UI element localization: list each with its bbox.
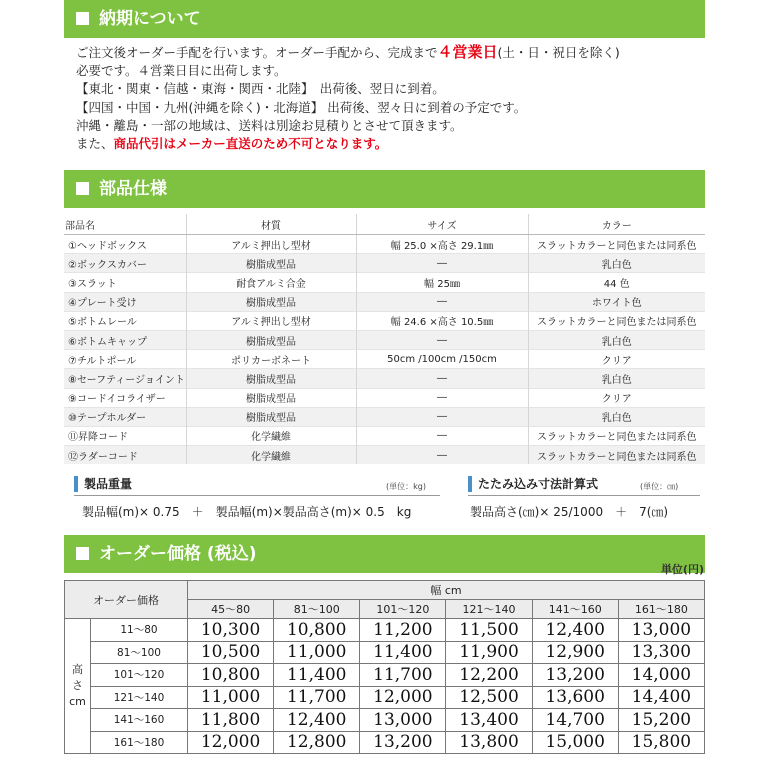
price-cell: 10,300	[188, 619, 274, 642]
price-cell: 11,700	[274, 686, 360, 709]
price-cell: 11,400	[360, 641, 446, 664]
square-bullet-icon	[76, 182, 89, 195]
part-material: ポリカーボネート	[186, 350, 356, 369]
price-corner-label: オーダー価格	[65, 581, 188, 619]
price-cell: 12,500	[446, 686, 532, 709]
parts-row	[64, 369, 705, 388]
price-cell: 12,000	[360, 686, 446, 709]
cod-not-available-notice: 商品代引はメーカー直送のため不可となります。	[113, 136, 388, 152]
height-range: 121～140	[91, 686, 188, 709]
delivery-line-1-text: ご注文後オーダー手配を行います。オーダー手配から、完成まで	[76, 45, 438, 60]
parts-row	[64, 426, 705, 445]
price-table	[64, 580, 705, 754]
part-name: ④プレート受け	[64, 292, 186, 311]
price-row	[65, 641, 705, 664]
part-material: 樹脂成型品	[186, 388, 356, 407]
price-cell: 12,400	[274, 709, 360, 732]
height-unit: cm	[69, 695, 86, 708]
part-color: スラットカラーと同色または同系色	[528, 446, 705, 465]
price-cell: 12,400	[532, 619, 618, 642]
parts-header-material: 材質	[186, 214, 356, 235]
width-range: 141～160	[532, 600, 618, 619]
price-row	[65, 709, 705, 732]
part-name: ⑪昇降コード	[64, 426, 186, 445]
parts-section-header	[64, 170, 705, 208]
part-name: ⑫ラダーコード	[64, 446, 186, 465]
parts-row	[64, 350, 705, 369]
price-cell: 10,500	[188, 641, 274, 664]
delivery-line-2: 必要です。４営業日目に出荷します。	[76, 63, 287, 79]
part-name: ②ボックスカバー	[64, 254, 186, 273]
width-range: 161～180	[618, 600, 704, 619]
part-name: ③スラット	[64, 273, 186, 292]
parts-header-row	[64, 214, 705, 235]
price-cell: 11,500	[446, 619, 532, 642]
weight-heading: 製品重量	[74, 476, 132, 492]
price-cell: 13,800	[446, 731, 532, 754]
part-size: ―	[356, 292, 528, 311]
price-cell: 11,900	[446, 641, 532, 664]
height-range: 101～120	[91, 664, 188, 687]
delivery-section-header	[64, 0, 705, 38]
height-label-char: さ	[72, 679, 83, 692]
part-color: クリア	[528, 350, 705, 369]
price-cell: 11,800	[188, 709, 274, 732]
part-name: ⑦チルトポール	[64, 350, 186, 369]
parts-row	[64, 446, 705, 465]
part-color: スラットカラーと同色または同系色	[528, 235, 705, 254]
price-cell: 11,400	[274, 664, 360, 687]
price-cell: 10,800	[188, 664, 274, 687]
price-cell: 11,000	[188, 686, 274, 709]
price-cell: 10,800	[274, 619, 360, 642]
price-cell: 13,200	[532, 664, 618, 687]
part-name: ①ヘッドボックス	[64, 235, 186, 254]
parts-row	[64, 407, 705, 426]
price-cell: 15,800	[618, 731, 704, 754]
square-bullet-icon	[76, 12, 89, 25]
part-color: スラットカラーと同色または同系色	[528, 426, 705, 445]
part-color: 乳白色	[528, 330, 705, 349]
part-size: ―	[356, 407, 528, 426]
price-cell: 12,800	[274, 731, 360, 754]
height-range: 141～160	[91, 709, 188, 732]
parts-header-size: サイズ	[356, 214, 528, 235]
part-size: 50cm /100cm /150cm	[356, 350, 528, 369]
square-bullet-icon	[76, 547, 89, 560]
price-cell: 13,200	[360, 731, 446, 754]
weight-divider	[74, 495, 440, 496]
delivery-line-5: 沖縄・離島・一部の地域は、送料は別途お見積りとさせて頂きます。	[76, 117, 463, 133]
parts-row	[64, 254, 705, 273]
part-material: 化学繊維	[186, 446, 356, 465]
delivery-info	[76, 43, 704, 153]
part-color: ホワイト色	[528, 292, 705, 311]
width-header: 幅 cm	[188, 581, 705, 600]
width-range: 81～100	[274, 600, 360, 619]
price-cell: 12,900	[532, 641, 618, 664]
price-cell: 14,700	[532, 709, 618, 732]
part-material: アルミ押出し型材	[186, 311, 356, 330]
delivery-line-6	[76, 135, 704, 153]
price-cell: 15,200	[618, 709, 704, 732]
delivery-line-1-suffix: (土・日・祝日を除く)	[497, 45, 620, 60]
height-range: 81～100	[91, 641, 188, 664]
part-color: 44 色	[528, 273, 705, 292]
delivery-line-3: 【東北・関東・信越・東海・関西・北陸】 出荷後、翌日に到着。	[76, 81, 445, 97]
price-title: オーダー価格 (税込)	[99, 544, 257, 564]
height-side-label	[65, 619, 91, 754]
parts-title: 部品仕様	[99, 179, 167, 199]
weight-unit: (単位：kg)	[386, 482, 426, 491]
price-cell: 12,200	[446, 664, 532, 687]
width-range: 45～80	[188, 600, 274, 619]
part-size: 幅 25㎜	[356, 273, 528, 292]
price-header-row-1	[65, 581, 705, 600]
delivery-line-4: 【四国・中国・九州(沖縄を除く)・北海道】 出荷後、翌々日に到着の予定です。	[76, 99, 527, 115]
price-cell: 15,000	[532, 731, 618, 754]
height-label-char: 高	[72, 663, 83, 676]
part-size: 幅 25.0 ×高さ 29.1㎜	[356, 235, 528, 254]
fold-divider	[468, 495, 700, 496]
fold-formula: 製品高さ(㎝)× 25/1000 ＋ 7(㎝)	[470, 505, 669, 519]
fold-heading: たたみ込み寸法計算式	[468, 476, 598, 492]
price-cell: 11,000	[274, 641, 360, 664]
part-size: ―	[356, 254, 528, 273]
part-material: 化学繊維	[186, 426, 356, 445]
price-cell: 13,400	[446, 709, 532, 732]
price-cell: 14,400	[618, 686, 704, 709]
part-size: ―	[356, 426, 528, 445]
part-size: ―	[356, 388, 528, 407]
parts-header-name: 部品名	[64, 214, 186, 235]
part-name: ⑤ボトムレール	[64, 311, 186, 330]
part-name: ⑧セーフティージョイント	[64, 369, 186, 388]
price-unit: 単位(円)	[660, 563, 704, 576]
parts-row	[64, 273, 705, 292]
height-range: 161～180	[91, 731, 188, 754]
price-cell: 11,700	[360, 664, 446, 687]
parts-header-color: カラー	[528, 214, 705, 235]
part-material: 耐食アルミ合金	[186, 273, 356, 292]
delivery-line-6-text: また、	[76, 136, 114, 152]
price-cell: 11,200	[360, 619, 446, 642]
part-size: ―	[356, 446, 528, 465]
weight-formula: 製品幅(m)× 0.75 ＋ 製品幅(m)×製品高さ(m)× 0.5 kg	[82, 505, 412, 519]
parts-row	[64, 388, 705, 407]
width-range: 121～140	[446, 600, 532, 619]
width-range: 101～120	[360, 600, 446, 619]
price-cell: 13,600	[532, 686, 618, 709]
price-cell: 13,300	[618, 641, 704, 664]
price-section-header	[64, 535, 705, 573]
part-size: ―	[356, 369, 528, 388]
part-name: ⑩テープホルダー	[64, 407, 186, 426]
part-color: 乳白色	[528, 369, 705, 388]
price-row	[65, 664, 705, 687]
parts-row	[64, 330, 705, 349]
part-material: 樹脂成型品	[186, 407, 356, 426]
price-row	[65, 619, 705, 642]
delivery-line-1	[76, 43, 704, 62]
part-size: 幅 24.6 ×高さ 10.5㎜	[356, 311, 528, 330]
part-material: 樹脂成型品	[186, 369, 356, 388]
part-color: クリア	[528, 388, 705, 407]
part-material: 樹脂成型品	[186, 292, 356, 311]
part-color: 乳白色	[528, 254, 705, 273]
part-material: 樹脂成型品	[186, 330, 356, 349]
parts-spec-table	[64, 214, 705, 464]
parts-row	[64, 292, 705, 311]
part-name: ⑥ボトムキャップ	[64, 330, 186, 349]
business-days-highlight: ４営業日	[437, 43, 498, 61]
fold-unit: (単位：㎝)	[640, 482, 679, 491]
part-material: 樹脂成型品	[186, 254, 356, 273]
price-cell: 12,000	[188, 731, 274, 754]
price-cell: 13,000	[360, 709, 446, 732]
price-row	[65, 731, 705, 754]
part-material: アルミ押出し型材	[186, 235, 356, 254]
part-size: ―	[356, 330, 528, 349]
price-row	[65, 686, 705, 709]
parts-row	[64, 235, 705, 254]
price-cell: 13,000	[618, 619, 704, 642]
parts-row	[64, 311, 705, 330]
height-range: 11～80	[91, 619, 188, 642]
part-color: 乳白色	[528, 407, 705, 426]
price-cell: 14,000	[618, 664, 704, 687]
part-name: ⑨コードイコライザー	[64, 388, 186, 407]
part-color: スラットカラーと同色または同系色	[528, 311, 705, 330]
delivery-title: 納期について	[99, 9, 201, 29]
